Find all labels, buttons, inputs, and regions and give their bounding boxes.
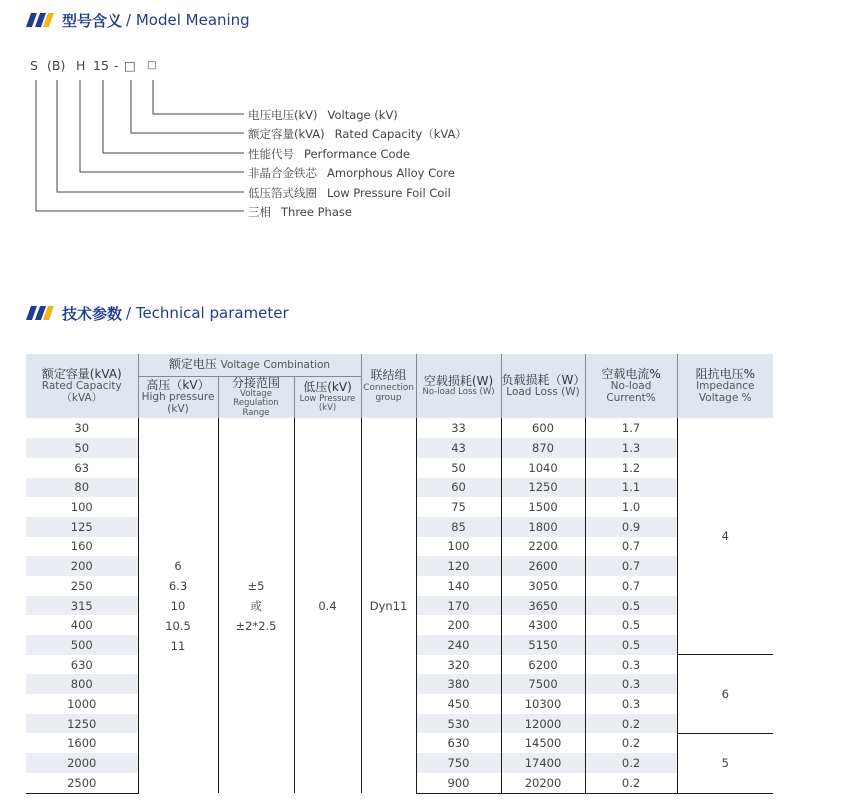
- load-loss-cell: 1800: [501, 517, 585, 537]
- capacity-cell: 800: [26, 674, 138, 694]
- regulation-range-value: 或: [250, 598, 262, 613]
- load-loss-cell: 600: [501, 418, 585, 438]
- code-part-b: (B): [47, 58, 66, 73]
- noload-current-cell: 1.0: [585, 497, 677, 517]
- legend-rated-capacity: 额定容量(kVA) Rated Capacity（kVA）: [248, 127, 467, 141]
- technical-title-cn: 技术参数: [62, 304, 123, 323]
- noload-loss-cell: 120: [416, 556, 501, 576]
- noload-current-cell: 1.7: [585, 418, 677, 438]
- model-meaning-title-en: / Model Meaning: [126, 11, 250, 29]
- low-pressure-cell: 0.4: [294, 418, 361, 793]
- noload-current-cell: 0.5: [585, 596, 677, 616]
- noload-loss-cell: 100: [416, 537, 501, 557]
- header-noload-loss: 空载损耗(W) No-load Loss (W): [416, 354, 501, 418]
- noload-loss-cell: 320: [416, 655, 501, 675]
- noload-loss-cell: 240: [416, 635, 501, 655]
- capacity-cell: 250: [26, 576, 138, 596]
- noload-current-cell: 0.3: [585, 655, 677, 675]
- noload-loss-cell: 750: [416, 753, 501, 773]
- noload-loss-cell: 60: [416, 478, 501, 498]
- capacity-cell: 80: [26, 478, 138, 498]
- load-loss-cell: 7500: [501, 674, 585, 694]
- header-impedance-voltage: 阻抗电压% Impedance Voltage %: [677, 354, 773, 418]
- noload-current-cell: 0.2: [585, 714, 677, 734]
- capacity-cell: 1250: [26, 714, 138, 734]
- noload-current-cell: 0.2: [585, 773, 677, 793]
- capacity-cell: 160: [26, 537, 138, 557]
- noload-loss-cell: 530: [416, 714, 501, 734]
- code-part-15: 15: [93, 58, 109, 73]
- capacity-cell: 30: [26, 418, 138, 438]
- load-loss-cell: 870: [501, 438, 585, 458]
- capacity-cell: 200: [26, 556, 138, 576]
- regulation-range-cell: [218, 418, 294, 793]
- load-loss-cell: 2600: [501, 556, 585, 576]
- capacity-cell: 2500: [26, 773, 138, 793]
- noload-loss-cell: 85: [416, 517, 501, 537]
- high-pressure-value: 10: [170, 598, 186, 613]
- high-pressure-value: 6.3: [168, 578, 188, 593]
- capacity-cell: 2000: [26, 753, 138, 773]
- regulation-range-value: ±2*2.5: [235, 618, 277, 633]
- technical-table-body: [26, 418, 773, 793]
- capacity-cell: 125: [26, 517, 138, 537]
- noload-current-cell: 0.9: [585, 517, 677, 537]
- load-loss-cell: 1040: [501, 458, 585, 478]
- code-part-h: H: [76, 58, 86, 73]
- legend-performance-code: 性能代号 Performance Code: [248, 147, 410, 161]
- load-loss-cell: 3050: [501, 576, 585, 596]
- load-loss-cell: 14500: [501, 733, 585, 753]
- stripes-logo-icon: [26, 306, 54, 320]
- capacity-cell: 100: [26, 497, 138, 517]
- regulation-range-value: ±5: [247, 578, 265, 593]
- noload-loss-cell: 170: [416, 596, 501, 616]
- technical-parameter-table: [26, 354, 773, 794]
- code-part-dash: -: [114, 58, 119, 73]
- load-loss-cell: 17400: [501, 753, 585, 773]
- load-loss-cell: 5150: [501, 635, 585, 655]
- noload-loss-cell: 75: [416, 497, 501, 517]
- load-loss-cell: 3650: [501, 596, 585, 616]
- header-load-loss: 负载损耗（W） Load Loss (W): [501, 354, 585, 418]
- load-loss-cell: 20200: [501, 773, 585, 793]
- load-loss-cell: 4300: [501, 615, 585, 635]
- noload-current-cell: 0.7: [585, 556, 677, 576]
- code-part-box-2: □: [147, 60, 157, 71]
- noload-current-cell: 0.7: [585, 576, 677, 596]
- high-pressure-value: 10.5: [165, 618, 191, 633]
- load-loss-cell: 2200: [501, 537, 585, 557]
- legend-voltage: 电压电压(kV) Voltage (kV): [248, 108, 398, 122]
- load-loss-cell: 10300: [501, 694, 585, 714]
- code-part-box-1: □: [124, 58, 136, 73]
- code-part-s: S: [30, 58, 38, 73]
- noload-current-cell: 0.5: [585, 635, 677, 655]
- legend-foil-coil: 低压箔式线圈 Low Pressure Foil Coil: [248, 186, 451, 200]
- capacity-cell: 630: [26, 655, 138, 675]
- noload-current-cell: 0.3: [585, 694, 677, 714]
- impedance-voltage-cell: 5: [677, 733, 773, 793]
- capacity-cell: 500: [26, 635, 138, 655]
- header-low-pressure: 低压(kV) Low Pressure (kV): [294, 376, 361, 418]
- capacity-cell: 1000: [26, 694, 138, 714]
- legend-three-phase: 三相 Three Phase: [248, 205, 352, 219]
- impedance-voltage-cell: 4: [677, 418, 773, 654]
- noload-loss-cell: 900: [416, 773, 501, 793]
- high-pressure-cell: [138, 418, 218, 793]
- header-high-pressure: 高压（kV） High pressure (kV): [138, 376, 218, 418]
- capacity-cell: 400: [26, 615, 138, 635]
- technical-heading: [26, 303, 289, 323]
- noload-current-cell: 0.2: [585, 733, 677, 753]
- technical-title-en: / Technical parameter: [126, 304, 289, 322]
- noload-current-cell: 1.3: [585, 438, 677, 458]
- noload-loss-cell: 630: [416, 733, 501, 753]
- load-loss-cell: 12000: [501, 714, 585, 734]
- noload-current-cell: 0.7: [585, 537, 677, 557]
- capacity-cell: 315: [26, 596, 138, 616]
- noload-current-cell: 1.1: [585, 478, 677, 498]
- load-loss-cell: 1500: [501, 497, 585, 517]
- noload-current-cell: 0.2: [585, 753, 677, 773]
- header-connection-group: 联结组 Connection group: [361, 354, 416, 418]
- capacity-cell: 1600: [26, 733, 138, 753]
- legend-amorphous-core: 非晶合金铁芯 Amorphous Alloy Core: [248, 166, 455, 180]
- header-noload-current: 空载电流% No-load Current%: [585, 354, 677, 418]
- header-voltage-combination: 额定电压 Voltage Combination: [138, 354, 361, 376]
- header-regulation-range: 分接范围 Voltage Regulation Range: [218, 376, 294, 418]
- noload-current-cell: 0.5: [585, 615, 677, 635]
- load-loss-cell: 1250: [501, 478, 585, 498]
- high-pressure-value: 6: [174, 558, 182, 573]
- capacity-cell: 63: [26, 458, 138, 478]
- table-row: [26, 418, 773, 438]
- header-rated-capacity: 额定容量(kVA) Rated Capacity（kVA）: [26, 354, 138, 418]
- connection-group-cell: Dyn11: [361, 418, 416, 793]
- model-meaning-title-cn: 型号含义: [62, 11, 123, 30]
- noload-loss-cell: 450: [416, 694, 501, 714]
- load-loss-cell: 6200: [501, 655, 585, 675]
- noload-loss-cell: 140: [416, 576, 501, 596]
- noload-loss-cell: 50: [416, 458, 501, 478]
- noload-loss-cell: 200: [416, 615, 501, 635]
- noload-current-cell: 0.3: [585, 674, 677, 694]
- noload-loss-cell: 380: [416, 674, 501, 694]
- high-pressure-value: 11: [170, 638, 186, 653]
- impedance-voltage-cell: 6: [677, 655, 773, 734]
- capacity-cell: 50: [26, 438, 138, 458]
- noload-current-cell: 1.2: [585, 458, 677, 478]
- noload-loss-cell: 33: [416, 418, 501, 438]
- noload-loss-cell: 43: [416, 438, 501, 458]
